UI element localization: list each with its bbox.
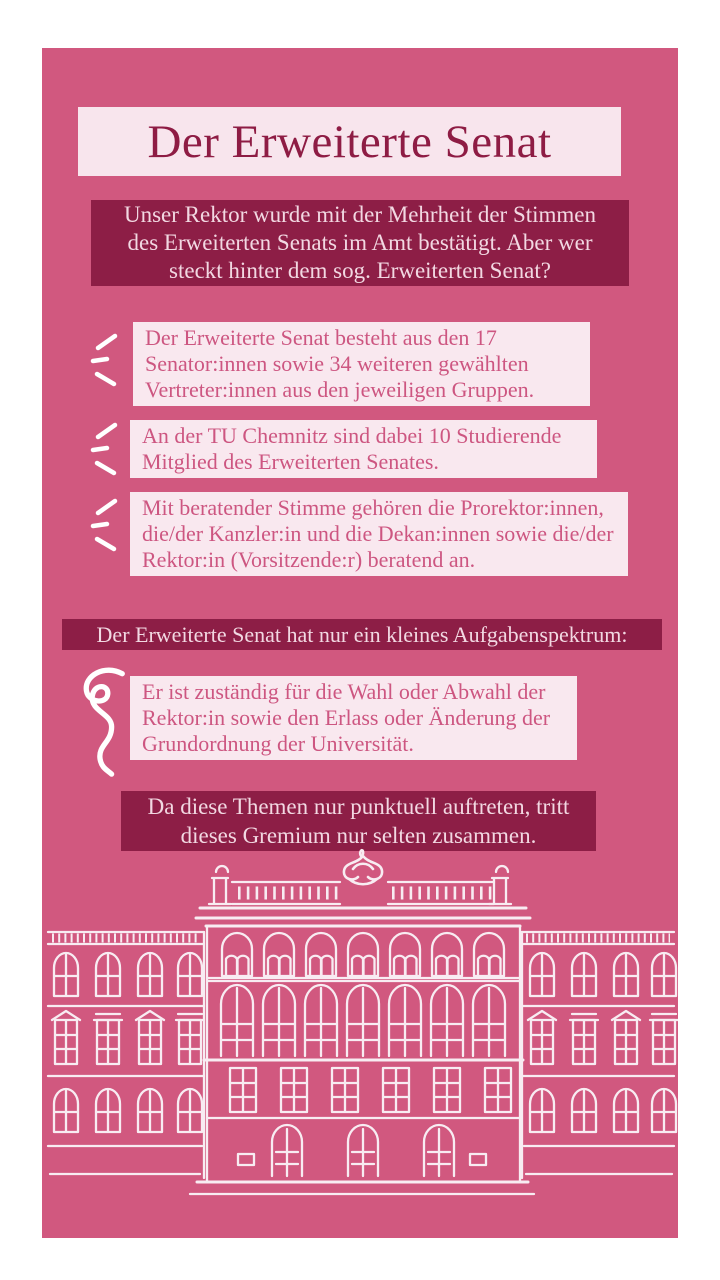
fact-text: Mit beratender Stimme gehören die Prorektor:innen, die/der Kanzler:in und die Dekan:innen sowie die/der Rektor:in (Vorsitzende:r) beratend an. <box>142 495 614 572</box>
task-box <box>130 676 577 760</box>
outro-box <box>121 791 596 851</box>
fact-box <box>130 492 628 576</box>
intro-line: Unser Rektor wurde mit der Mehrheit der Stimmen <box>123 202 597 227</box>
title-box <box>78 107 621 176</box>
emphasis-marks-icon <box>88 496 124 556</box>
emphasis-marks-icon <box>88 420 124 480</box>
intro-line: des Erweiterten Senats im Amt bestätigt. Aber wer <box>127 230 593 255</box>
fact-box <box>130 420 597 478</box>
page-title: Der Erweiterte Senat <box>147 115 552 168</box>
emphasis-marks-icon <box>88 331 124 391</box>
task-text: Er ist zuständig für die Wahl oder Abwahl der Rektor:in sowie den Erlass oder Änderung der Grundordnung der Universität. <box>142 679 551 756</box>
intro-line: steckt hinter dem sog. Erweiterten Senat? <box>169 258 551 283</box>
fact-text: Der Erweiterte Senat besteht aus den 17 Senator:innen sowie 34 weiteren gewählten Vertreter:innen aus den jeweiligen Gruppen. <box>145 325 535 402</box>
university-building-illustration <box>42 848 678 1238</box>
tasks-banner <box>62 619 662 650</box>
banner-text: Der Erweiterte Senat hat nur ein kleines Aufgabenspektrum: <box>96 622 628 647</box>
fact-text: An der TU Chemnitz sind dabei 10 Studierende Mitglied des Erweiterten Senates. <box>142 423 562 474</box>
fact-box <box>133 322 590 406</box>
outro-line: Da diese Themen nur punktuell auftreten, tritt <box>147 794 570 819</box>
squiggle-icon <box>72 666 130 778</box>
outro-line: dieses Gremium nur selten zusammen. <box>180 823 537 848</box>
infographic-card <box>42 48 678 1238</box>
intro-box <box>91 200 629 286</box>
